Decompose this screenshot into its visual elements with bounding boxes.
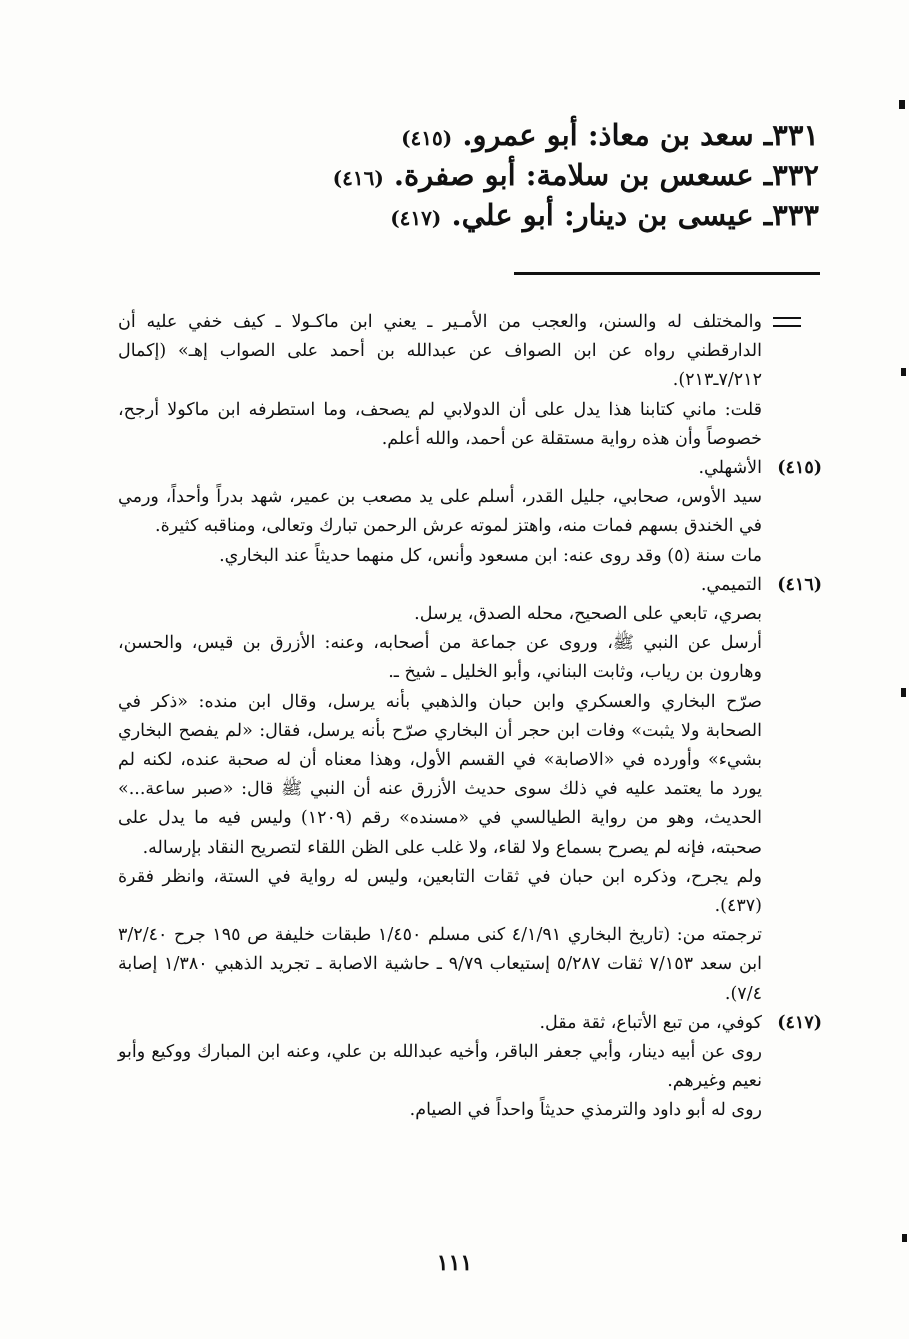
footnote-416: [118, 571, 822, 1009]
entry-heading-text: ٣٣٣ـ عيسى بن دينار: أبو علي.: [451, 198, 819, 232]
footnote-continuation-paragraph: والمختلف له والسنن، والعجب من الأمـير ـ يعني ابن ماكـولا ـ كيف خفي عليه أن الدارقطني رواه عن ابن الصواف عن عبدالله بن أحمد على الصواب إهـ» (إكمال ٧/٢١٢ـ٢١٣).: [118, 312, 762, 391]
footnote-paragraph: أرسل عن النبي ﷺ، وروى عن جماعة من أصحابه، وعنه: الأزرق بن قيس، والحسن، وهارون بن رياب، وثابت البناني، وأبو الخليل ـ شيخ ـ.: [118, 633, 762, 683]
scan-speck: [901, 368, 906, 376]
entry-heading-331: [219, 116, 819, 157]
footnote-number: (٤١٦): [777, 574, 822, 595]
footnote-separator-rule: [514, 272, 820, 275]
footnote-number: (٤١٥): [777, 458, 822, 479]
footnote-continuation-paragraph: قلت: ماني كتابنا هذا يدل على أن الدولابي لم يصحف، وما استطرفه ابن ماكولا أرجح، خصوصاً وأن هذه رواية مستقلة عن أحمد، والله أعلم.: [118, 399, 762, 449]
footnote-paragraph: بصري، تابعي على الصحيح، محله الصدق، يرسل.: [414, 604, 762, 625]
footnote-paragraph: سيد الأوس، صحابي، جليل القدر، أسلم على يد مصعب بن عمير، شهد بدراً وأحداً، ورمي في الخندق بسهم فمات منه، واهتز لموته عرش الرحمن تبارك وتعالى، ومناقبه كثيرة.: [118, 487, 762, 537]
footnote-paragraph: ترجمته من: (تاريخ البخاري ٤/١/٩١ كنى مسلم ١/٤٥٠ طبقات خليفة ص ١٩٥ جرح ٣/٢/٤٠ ابن سعد ٧/١٥٣ ثقات ٥/٢٨٧ إستيعاب ٩/٧٩ ـ حاشية الاصابة ـ تجريد الذهبي ١/٣٨٠ إصابة ٧/٤).: [118, 925, 763, 1004]
footnote-reference: (٤١٧): [390, 206, 442, 230]
footnote-415: [118, 454, 822, 571]
footnote-reference: (٤١٦): [332, 166, 384, 190]
entry-heading-333: [219, 196, 819, 237]
entry-heading-text: ٣٣١ـ سعد بن معاذ: أبو عمرو.: [462, 118, 819, 152]
footnote-reference: (٤١٥): [401, 126, 453, 150]
page-number: ١١١: [436, 1250, 473, 1276]
footnote-first-line: كوفي، من تبع الأتباع، ثقة مقل.: [539, 1012, 762, 1033]
footnote-number: (٤١٧): [777, 1012, 822, 1033]
footnote-417: [118, 1009, 822, 1126]
footnote-paragraph: صرّح البخاري والعسكري وابن حبان والذهبي بأنه يرسل، وقال ابن منده: «ذكر في الصحابة ولا يثبت» وفات ابن حجر أن البخاري صرّح بأنه يرسل، فقال: «لم يفصح البخاري بشيء» وأورده في «الاصابة» في القسم الأول، وهذا معناه أن له صحبة عنده، لكنه لم يورد ما يعتمد عليه في ذلك سوى حديث الأزرق عنه أن النبي ﷺ قال: «صبر ساعة...» الحديث، وهو من رواية الطيالسي في «مسنده» رقم (١٢٠٩) وليس فيه ما يدل على صحبته، فإنه لم يصرح بسماع ولا لقاء، ولا غلب على الظن اللقاء لتصريح النقاد بإرساله.: [118, 691, 762, 858]
footnote-first-line: التميمي.: [700, 574, 762, 595]
entry-heading-text: ٣٣٢ـ عسعس بن سلامة: أبو صفرة.: [393, 158, 819, 192]
entry-heading-332: [219, 156, 819, 197]
footnote-paragraph: روى له أبو داود والترمذي حديثاً واحداً في الصيام.: [409, 1100, 762, 1121]
scan-speck: [901, 688, 906, 697]
scan-speck: [902, 1234, 907, 1242]
footnote-first-line: الأشهلي.: [698, 458, 762, 479]
footnotes-section: [118, 308, 822, 1126]
footnote-paragraph: مات سنة (٥) وقد روى عنه: ابن مسعود وأنس، كل منهما حديثاً عند البخاري.: [219, 545, 762, 566]
footnote-paragraph: روى عن أبيه دينار، وأبي جعفر الباقر، وأخيه عبدالله بن علي، وعنه ابن المبارك ووكيع وأبو نعيم وغيرهم.: [118, 1042, 762, 1092]
footnote-paragraph: ولم يجرح، وذكره ابن حبان في ثقات التابعين، وليس له رواية في الستة، وانظر فقرة (٤٣٧).: [118, 866, 762, 917]
scan-speck: [899, 100, 905, 109]
